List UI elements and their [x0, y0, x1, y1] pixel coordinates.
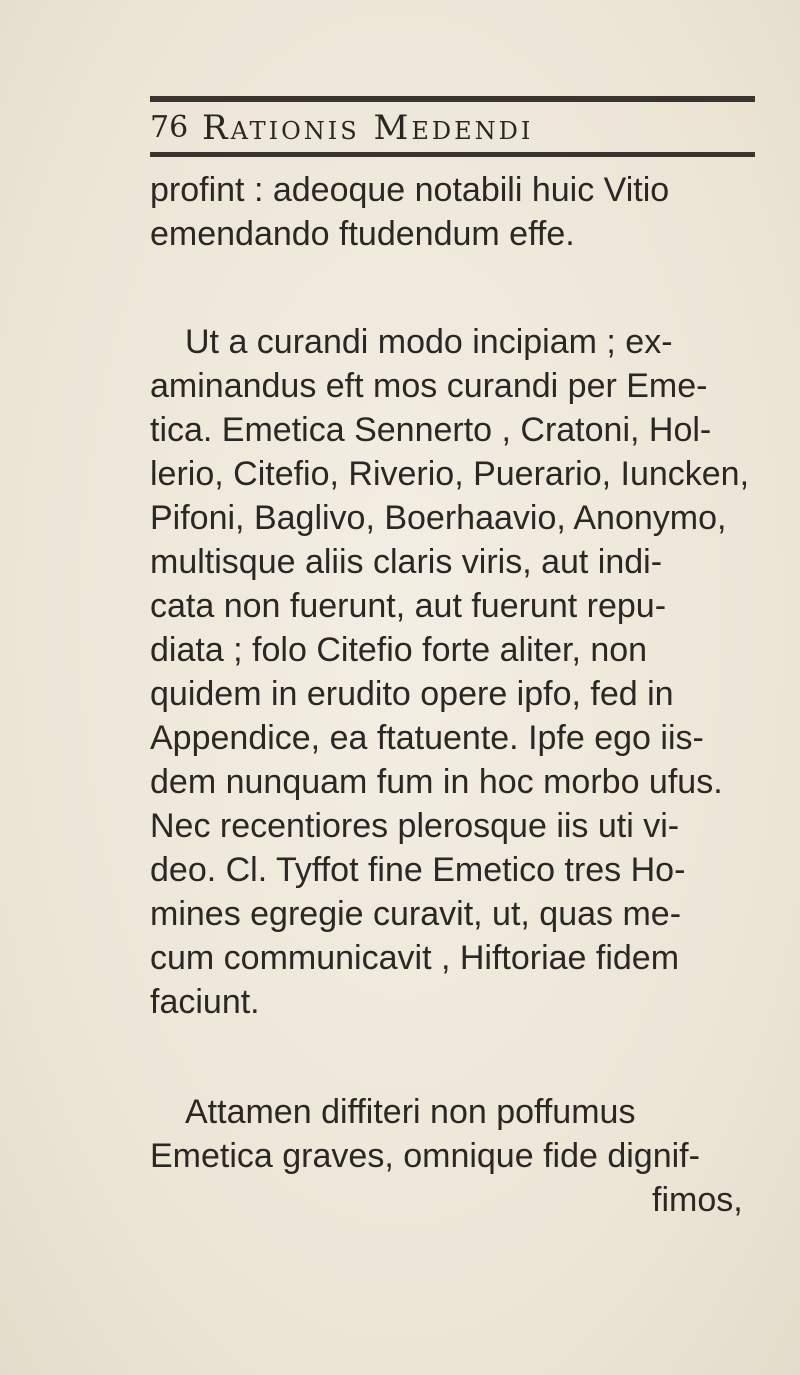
text-line: emendando ftudendum effe. — [150, 215, 575, 253]
text-line: Attamen diffiteri non poffumus — [185, 1093, 636, 1131]
text-line: profint : adeoque notabili huic Vitio — [150, 171, 670, 209]
header-top-rule — [150, 96, 755, 102]
text-line: Emetica graves, omnique fide dignif- — [150, 1137, 700, 1175]
text-line: Appendice, ea ftatuente. Ipfe ego iis- — [150, 719, 704, 757]
text-line: deo. Cl. Tyffot fine Emetico tres Ho- — [150, 851, 686, 889]
text-line: cata non fuerunt, aut fuerunt repu- — [150, 587, 667, 625]
text-line: tica. Emetica Sennerto , Cratoni, Hol- — [150, 411, 712, 449]
text-line: mines egregie curavit, ut, quas me- — [150, 895, 682, 933]
text-line: aminandus eft mos curandi per Eme- — [150, 367, 708, 405]
catchword: fimos, — [652, 1181, 743, 1219]
text-line: diata ; folo Citefio forte aliter, non — [150, 631, 648, 669]
text-line: faciunt. — [150, 983, 260, 1021]
text-line: Ut a curandi modo incipiam ; ex- — [185, 323, 673, 361]
text-line: multisque aliis claris viris, aut indi- — [150, 543, 663, 581]
text-line: lerio, Citefio, Riverio, Puerario, Iuncken, — [150, 455, 750, 493]
text-line: Nec recentiores plerosque iis uti vi- — [150, 807, 680, 845]
page-header — [150, 108, 770, 148]
text-line: cum communicavit , Hiftoriae fidem — [150, 939, 680, 977]
text-line: Pifoni, Baglivo, Boerhaavio, Anonymo, — [150, 499, 727, 537]
text-line: dem nunquam fum in hoc morbo ufus. — [150, 763, 723, 801]
running-head: Rationis Medendi — [202, 108, 534, 148]
header-bottom-rule — [150, 152, 755, 157]
page-number: 76 — [150, 110, 189, 145]
text-line: quidem in erudito opere ipfo, fed in — [150, 675, 674, 713]
